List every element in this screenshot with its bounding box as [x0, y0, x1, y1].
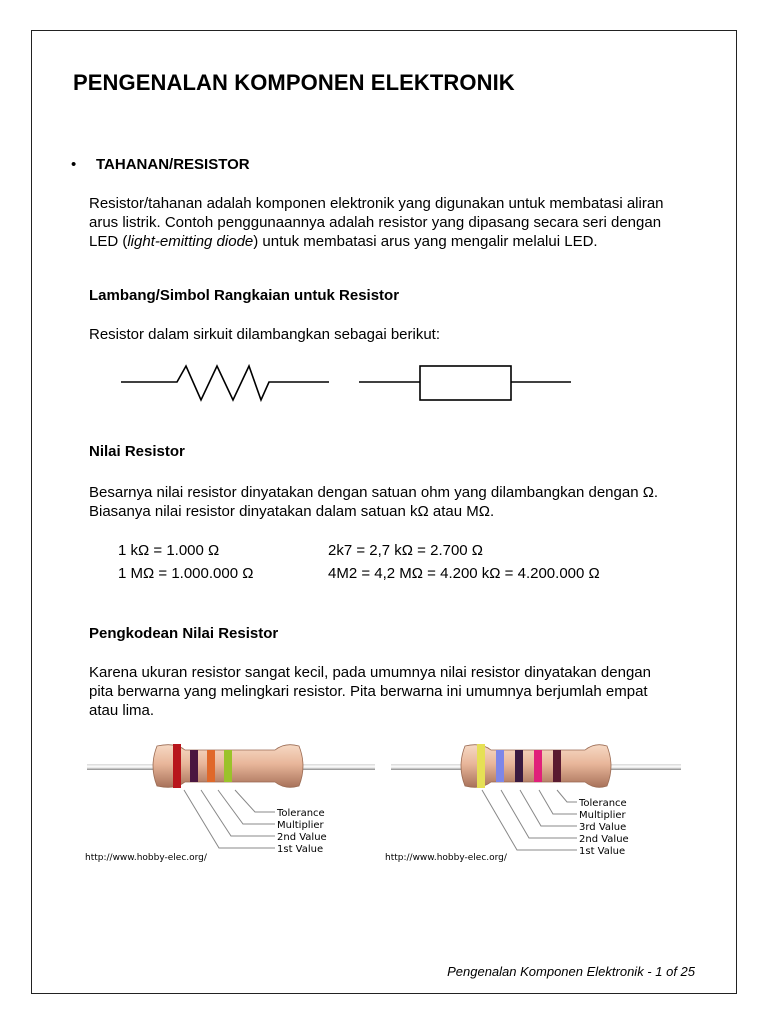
image-source: http://www.hobby-elec.org/	[85, 853, 207, 863]
band-pointer-lines	[184, 790, 275, 848]
bullet-icon: •	[71, 156, 77, 173]
caption-tolerance: Tolerance	[579, 798, 627, 809]
color-band	[553, 750, 561, 782]
symbol-text: Resistor dalam sirkuit dilambangkan sebagai berikut:	[89, 326, 441, 343]
page-title: PENGENALAN KOMPONEN ELEKTRONIK	[73, 70, 515, 95]
value-line: Biasanya nilai resistor dinyatakan dalam satuan kΩ atau MΩ.	[89, 503, 495, 520]
equation-mega: 1 MΩ = 1.000.000 Ω	[118, 565, 254, 582]
equation-2k7: 2k7 = 2,7 kΩ = 2.700 Ω	[328, 542, 484, 559]
value-heading: Nilai Resistor	[89, 443, 185, 460]
color-band	[515, 750, 523, 782]
equation-4m2: 4M2 = 4,2 MΩ = 4.200 kΩ = 4.200.000 Ω	[328, 565, 600, 582]
color-band	[207, 750, 215, 782]
caption-multiplier: Multiplier	[277, 820, 324, 831]
value-paragraph	[89, 483, 699, 521]
color-band	[190, 750, 198, 782]
intro-line: Resistor/tahanan adalah komponen elektronik yang digunakan untuk membatasi aliran	[89, 195, 664, 212]
intro-line: arus listrik. Contoh penggunaannya adalah resistor yang dipasang secara seri dengan	[89, 214, 662, 231]
page-footer: Pengenalan Komponen Elektronik - 1 of 25	[447, 964, 695, 979]
value-line: Besarnya nilai resistor dinyatakan dengan satuan ohm yang dilambangkan dengan Ω.	[89, 484, 659, 501]
caption-tolerance: Tolerance	[277, 808, 325, 819]
intro-paragraph	[89, 194, 699, 251]
band-pointer-lines	[482, 790, 577, 850]
intro-italic-term: light-emitting diode	[127, 233, 254, 250]
symbol-heading: Lambang/Simbol Rangkaian untuk Resistor	[89, 287, 400, 304]
section-heading-resistor: TAHANAN/RESISTOR	[96, 156, 250, 173]
resistor-5band-illustration	[385, 738, 685, 868]
caption-multiplier: Multiplier	[579, 810, 626, 821]
equation-kilo: 1 kΩ = 1.000 Ω	[118, 542, 220, 559]
coding-line: Karena ukuran resistor sangat kecil, pada umumnya nilai resistor dinyatakan dengan	[89, 664, 651, 681]
caption-1st-value: 1st Value	[277, 844, 324, 855]
coding-heading: Pengkodean Nilai Resistor	[89, 625, 279, 642]
caption-1st-value: 1st Value	[579, 846, 626, 857]
coding-line: atau lima.	[89, 702, 155, 719]
image-source: http://www.hobby-elec.org/	[385, 853, 507, 863]
color-band	[224, 750, 232, 782]
caption-2nd-value: 2nd Value	[277, 832, 327, 843]
box-resistor-symbol	[359, 366, 571, 400]
color-band	[477, 744, 485, 788]
caption-3rd-value: 3rd Value	[579, 822, 627, 833]
color-band	[173, 744, 181, 788]
coding-paragraph	[89, 663, 699, 720]
coding-line: pita berwarna yang melingkari resistor. Pita berwarna ini umumnya berjumlah empat	[89, 683, 648, 700]
zigzag-resistor-symbol	[121, 366, 329, 400]
intro-line	[89, 232, 699, 251]
intro-text: LED (	[89, 233, 128, 250]
resistor-symbols	[115, 360, 585, 410]
resistor-4band-illustration	[85, 738, 380, 868]
caption-2nd-value: 2nd Value	[579, 834, 629, 845]
color-band	[534, 750, 542, 782]
intro-text: ) untuk membatasi arus yang mengalir melalui LED.	[253, 233, 598, 250]
color-band	[496, 750, 504, 782]
